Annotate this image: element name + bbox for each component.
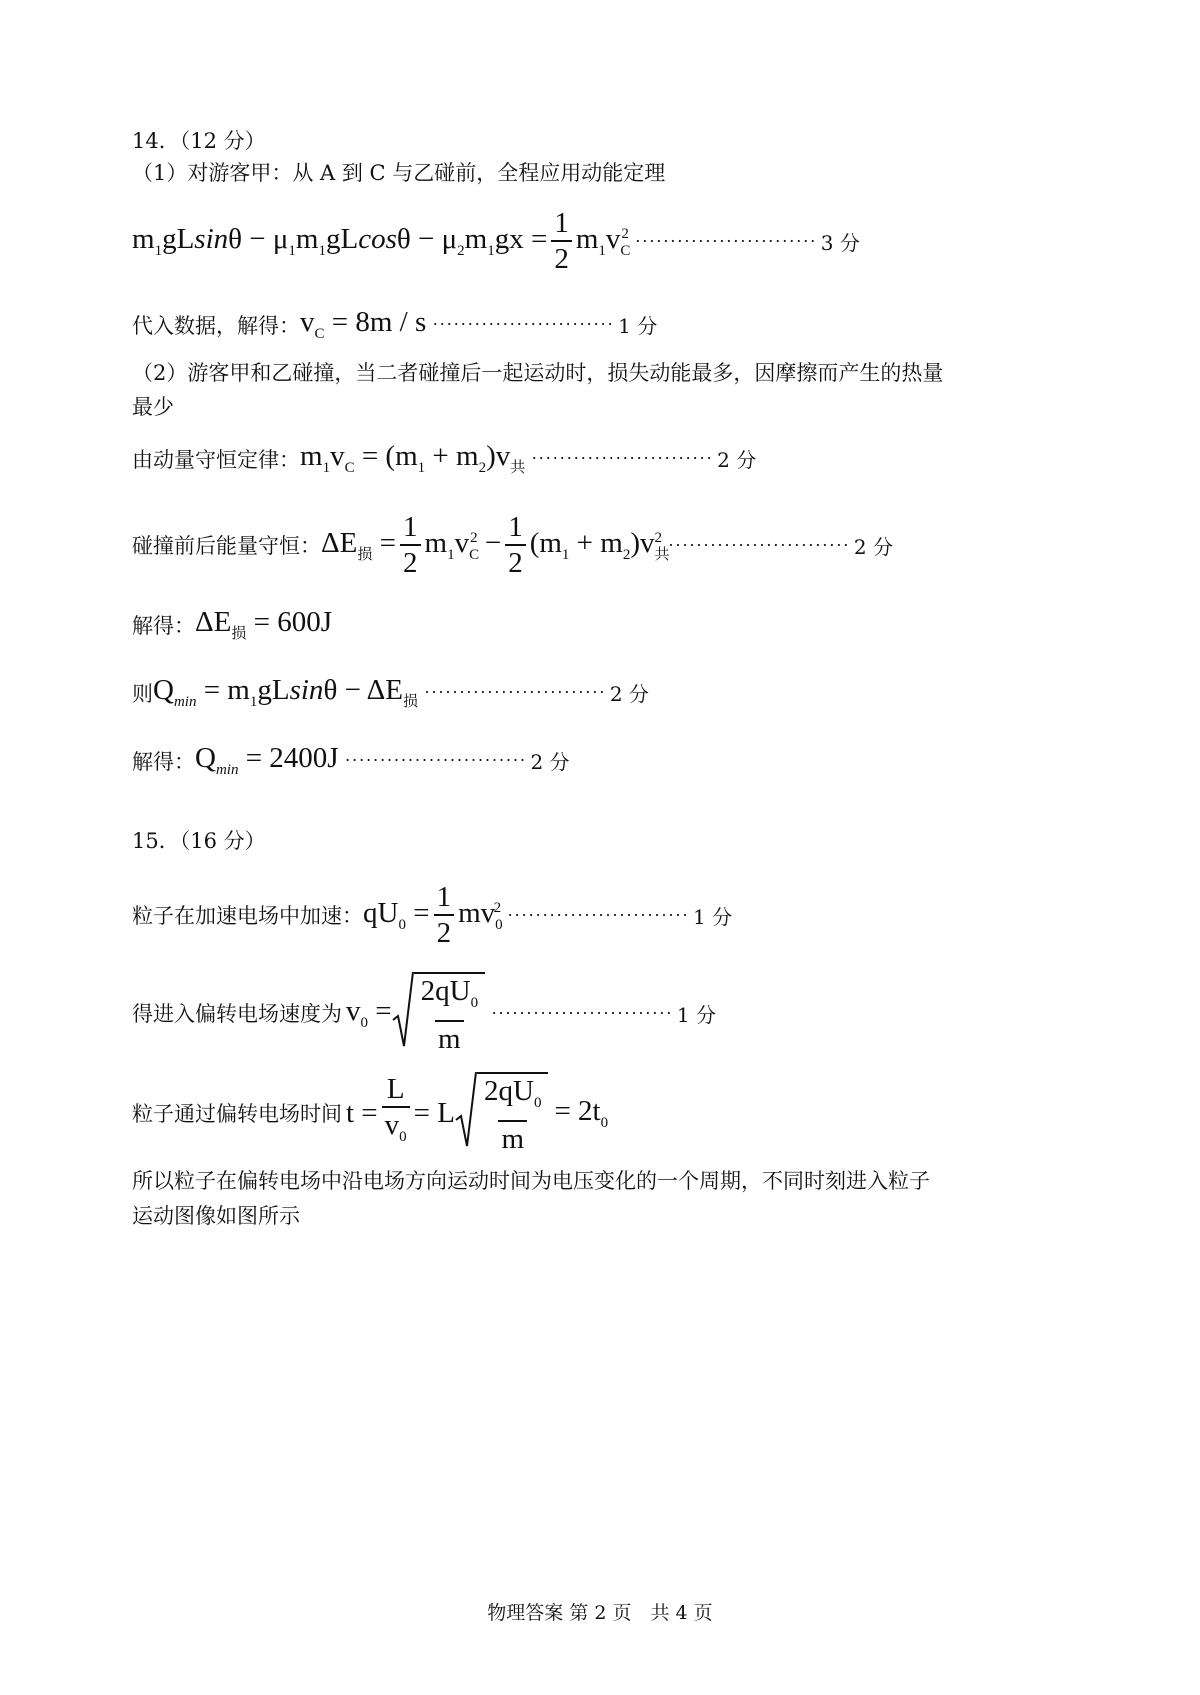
radical-sign — [392, 970, 414, 1048]
label: 解得： — [132, 749, 195, 774]
page-footer: 物理答案 第 2 页 共 4 页 — [487, 1602, 713, 1624]
label: 代入数据，解得： — [132, 313, 300, 338]
eq-energy: 碰撞前后能量守恒： $\Delta E_损$ = $\frac{1}{2}$ $m_1v_C^2$ − $\frac{1}{2}$ $(m_1 + m_2)v_共^2$ ·························· 2 分 — [132, 511, 893, 579]
eq-accel: 粒子在加速电场中加速： $qU_0$ = $\frac{1}{2}$ $mv_0^2$ ·························· 1 分 — [132, 881, 733, 949]
label: 由动量守恒定律： — [132, 447, 300, 472]
eq-momentum: 由动量守恒定律： $m_1v_C = (m_1 + m_2)v_共$ ·························· 2 分 — [132, 440, 757, 476]
leader-dots: ·························· — [491, 1002, 673, 1023]
q14-part2-line2: 最少 — [132, 395, 174, 419]
label: 粒子在加速电场中加速： — [132, 904, 363, 928]
leader-dots: ·························· — [634, 230, 817, 251]
score: 1 分 — [618, 314, 658, 338]
label: 粒子通过偏转电场时间 — [132, 1102, 342, 1126]
q15-text-line1: 所以粒子在偏转电场中沿电场方向运动时间为电压变化的一个周期，不同时刻进入粒子 — [132, 1169, 930, 1193]
sqrt-expression: $\frac{2qU_0}{m}$ — [392, 970, 485, 1056]
q14-part2-line1: （2）游客甲和乙碰撞，当二者碰撞后一起运动时，损失动能最多，因摩擦而产生的热量 — [132, 361, 944, 385]
q15-text-line2: 运动图像如图所示 — [132, 1204, 300, 1228]
radical-sign — [455, 1070, 477, 1148]
q15-heading: 15．（16 分） — [132, 829, 266, 853]
score: 2 分 — [853, 534, 893, 559]
leader-dots: ·························· — [507, 904, 689, 925]
label: 碰撞前后能量守恒： — [132, 534, 321, 558]
score: 2 分 — [530, 750, 570, 774]
sqrt-expression: $\frac{2qU_0}{m}$ — [455, 1070, 548, 1156]
q14-part1: （1）对游客甲：从 A 到 C 与乙碰前，全程应用动能定理 — [132, 161, 666, 185]
leader-dots: ·························· — [344, 750, 527, 770]
eq-loss-result: 解得： $\Delta E_损 = 600J$ — [132, 606, 333, 642]
score: 3 分 — [820, 230, 860, 255]
eq-vc: 代入数据，解得： $v_C = 8m / s$ ·························· 1 分 — [132, 306, 658, 342]
score: 1 分 — [692, 904, 733, 929]
leader-dots: ·························· — [423, 682, 606, 702]
label: 得进入偏转电场速度为 — [132, 1002, 342, 1026]
q14-heading: 14．（12 分） — [132, 129, 266, 153]
eq-time: 粒子通过偏转电场时间 t = $\frac{L}{v_0}$ = L $\frac{2qU_0}{m}$ = $2t_0$ — [132, 1070, 608, 1156]
label: 则 — [132, 681, 153, 706]
score: 2 分 — [609, 682, 649, 706]
eq-qmin-result: 解得： $Q_{min} = 2400J$ ·························· 2 分 — [132, 742, 570, 778]
eq-work-energy: $m_1gLsin\theta - \mu_1m_1gLcos\theta - \mu_2m_1gx$ = $\frac{1}{2}$ $m_1v_C^2$ ·························· 3 分 — [132, 207, 860, 275]
score: 1 分 — [676, 1002, 717, 1027]
leader-dots: ·························· — [668, 534, 850, 555]
eq-qmin: 则 $Q_{min} = m_1gLsin\theta - \Delta E_损$ ·························· 2 分 — [132, 674, 649, 710]
label: 解得： — [132, 613, 195, 638]
score: 2 分 — [717, 448, 757, 472]
leader-dots: ·························· — [432, 314, 615, 334]
leader-dots: ·························· — [531, 448, 714, 468]
eq-v0: 得进入偏转电场速度为 $v_0$ = $\frac{2qU_0}{m}$ ·························· 1 分 — [132, 970, 716, 1056]
